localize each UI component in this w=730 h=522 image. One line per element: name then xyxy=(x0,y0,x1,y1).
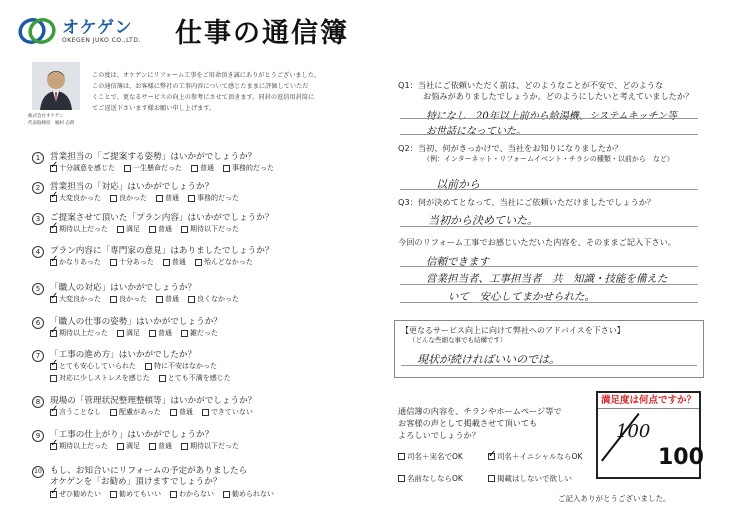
rule-line xyxy=(400,266,698,267)
question-number: 6 xyxy=(32,317,44,329)
question-text: もし、お知合いにリフォームの予定がありましたら xyxy=(50,466,248,476)
rule-line xyxy=(400,226,698,227)
president-photo xyxy=(32,62,80,110)
checkbox-checked[interactable] xyxy=(50,491,57,498)
q3-text: 何が決めてとなって、当社にご依頼いただけましたでしょうか？ xyxy=(417,197,656,207)
option[interactable] xyxy=(202,408,253,417)
option-label: 期待以上だった xyxy=(59,329,108,337)
option[interactable] xyxy=(181,329,218,338)
q3-block xyxy=(398,197,718,208)
option[interactable] xyxy=(110,408,161,417)
checkbox[interactable] xyxy=(149,330,156,337)
question-text: 「職人の仕事の姿勢」はいかがでしょうか？ xyxy=(50,317,222,327)
q3-label: Q3： xyxy=(398,197,418,207)
checkbox-checked[interactable] xyxy=(50,195,57,202)
checkbox[interactable] xyxy=(149,226,156,233)
impression-answer-line: 営業担当者、工事担当者 共 知識・技能を備えた xyxy=(426,273,668,285)
option-label: 満足 xyxy=(126,329,140,337)
option-label: 良かった xyxy=(119,194,147,202)
question-text: 営業担当の「ご提案する姿勢」はいかがでしょうか？ xyxy=(50,152,257,162)
option[interactable] xyxy=(188,194,239,203)
company-logo xyxy=(18,18,141,44)
checkbox-checked[interactable] xyxy=(50,363,57,370)
option-label: とても安心していられた xyxy=(59,362,136,370)
thanks-text: ご記入ありがとうございました。 xyxy=(558,494,671,503)
options xyxy=(50,362,226,371)
okegen-logo-icon xyxy=(18,18,58,44)
score-value: 100 xyxy=(616,421,651,442)
checkbox[interactable] xyxy=(124,165,131,172)
option[interactable] xyxy=(170,408,193,417)
option-label: 掲載はしないで欲しい xyxy=(497,474,572,483)
question-number: 10 xyxy=(32,466,44,478)
q1-answer-line: 特になし 20年以上前から給湯機、システムキッチン等 xyxy=(426,111,678,122)
rule-line xyxy=(400,134,698,135)
advice-box xyxy=(394,320,704,378)
option[interactable] xyxy=(50,490,101,499)
option-label: 期待以上だった xyxy=(59,442,108,450)
option-label: 司名＋イニシャルならOK xyxy=(497,452,583,461)
option-label: 普通 xyxy=(158,225,172,233)
q2-text: 当初、何がきっかけで、当社をお知りになりましたか？ xyxy=(417,143,623,153)
checkbox[interactable] xyxy=(156,296,163,303)
option-label: 期待以下だった xyxy=(190,442,239,450)
publish-text: お客様の声として掲載させて頂いても xyxy=(398,418,538,428)
checkbox[interactable] xyxy=(110,259,117,266)
publish-block xyxy=(398,405,588,441)
question-number: 1 xyxy=(32,152,44,164)
option[interactable] xyxy=(50,295,101,304)
option[interactable] xyxy=(156,295,179,304)
checkbox[interactable] xyxy=(159,375,166,382)
question-text: 「職人の対応」はいかがでしょうか？ xyxy=(50,283,197,293)
q1-answer-line: お世話になっていた。 xyxy=(426,126,526,137)
option[interactable] xyxy=(223,490,274,499)
options xyxy=(50,164,283,173)
option-label: 勧められない xyxy=(232,490,274,498)
publish-options xyxy=(398,451,598,484)
option[interactable] xyxy=(50,225,108,234)
q1-text: 当社にご依頼いただく前は、どのようなことが不安で、どのような xyxy=(417,80,664,90)
option-label: 普通 xyxy=(200,164,214,172)
score-max: 100 xyxy=(658,445,704,470)
checkbox[interactable] xyxy=(163,259,170,266)
option[interactable] xyxy=(145,362,217,371)
checkbox-checked[interactable] xyxy=(50,330,57,337)
option-label: 普通 xyxy=(171,258,186,266)
option[interactable] xyxy=(110,194,147,203)
option[interactable] xyxy=(398,451,479,462)
option-label: とても不満を感じた xyxy=(167,374,231,382)
option-label: 事務的だった xyxy=(197,194,239,202)
option[interactable] xyxy=(163,258,186,267)
option-label: 特に不安はなかった xyxy=(154,362,217,370)
greeting-text xyxy=(92,70,374,114)
rule-line xyxy=(401,365,697,366)
checkbox[interactable] xyxy=(195,259,202,266)
checkbox-checked[interactable] xyxy=(50,226,57,233)
option-label: わからない xyxy=(179,490,214,498)
checkbox[interactable] xyxy=(223,491,230,498)
option[interactable] xyxy=(50,374,150,383)
rule-line xyxy=(400,189,698,190)
question-number: 3 xyxy=(32,213,44,225)
checkbox[interactable] xyxy=(110,296,117,303)
q2-label: Q2： xyxy=(398,143,418,153)
option[interactable] xyxy=(488,473,589,484)
checkbox[interactable] xyxy=(181,226,188,233)
q1-text-2: お悩みがありましたでしょうか。どのようにしたいと考えていましたか？ xyxy=(423,91,694,101)
question-number: 9 xyxy=(32,430,44,442)
checkbox[interactable] xyxy=(170,409,177,416)
option-label: 良くなかった xyxy=(197,295,239,303)
question-text: 「工事の進め方」はいかがでしたか？ xyxy=(50,350,197,360)
score-heading: 満足度は何点ですか？ xyxy=(598,393,699,409)
publish-text: よろしいでしょうか？ xyxy=(398,430,480,440)
checkbox[interactable] xyxy=(117,330,124,337)
checkbox[interactable] xyxy=(170,491,177,498)
option-label: 雑だった xyxy=(190,329,218,337)
impression-answer-line: いて 安心してまかせられた。 xyxy=(448,291,595,303)
option[interactable] xyxy=(110,490,161,499)
option[interactable] xyxy=(117,442,140,451)
q2-hint: （例：インターネット・リフォームイベント・チラシの種類・以前から など） xyxy=(423,155,674,163)
checkbox[interactable] xyxy=(117,226,124,233)
caption-name: 代表取締役 桶村 志朗 xyxy=(28,121,75,126)
option[interactable] xyxy=(50,258,101,267)
option-label: 配慮があった xyxy=(119,408,161,416)
option-label: 満足 xyxy=(126,225,140,233)
question-number: 2 xyxy=(32,182,44,194)
checkbox-checked[interactable] xyxy=(488,453,495,460)
checkbox-checked[interactable] xyxy=(50,259,57,266)
option[interactable] xyxy=(50,194,101,203)
impression-answer-line: 信頼できます xyxy=(426,256,489,268)
option[interactable] xyxy=(188,295,239,304)
option[interactable] xyxy=(50,408,101,417)
option-label: 対応に少しストレスを感じた xyxy=(59,374,150,382)
option[interactable] xyxy=(191,164,214,173)
checkbox[interactable] xyxy=(149,443,156,450)
option-label: 普通 xyxy=(165,194,179,202)
option-label: 普通 xyxy=(178,408,193,416)
rule-line xyxy=(400,118,698,119)
option[interactable] xyxy=(159,374,231,383)
option[interactable] xyxy=(170,490,214,499)
question-number: 4 xyxy=(32,246,44,258)
options xyxy=(50,490,283,499)
option[interactable] xyxy=(488,451,589,462)
options xyxy=(50,408,262,417)
question-number: 7 xyxy=(32,350,44,362)
checkbox[interactable] xyxy=(110,491,117,498)
option[interactable] xyxy=(398,473,479,484)
checkbox[interactable] xyxy=(488,475,495,482)
question-number: 5 xyxy=(32,283,44,295)
option[interactable] xyxy=(50,362,136,371)
q1-label: Q1： xyxy=(398,80,418,90)
option[interactable] xyxy=(124,164,182,173)
checkbox-checked[interactable] xyxy=(50,443,57,450)
question-text: プラン内容に「専門家の意見」はありましたでしょうか？ xyxy=(50,246,274,256)
option-label: 大変良かった xyxy=(59,295,101,303)
checkbox[interactable] xyxy=(50,375,57,382)
greeting-line: この度は、オケゲンにリフォーム工事をご用命頂き誠にありがとうございました。 xyxy=(92,72,321,79)
option[interactable] xyxy=(156,194,179,203)
rule-line xyxy=(400,284,698,285)
impression-block xyxy=(398,237,718,248)
option[interactable] xyxy=(117,329,140,338)
option-label: 普通 xyxy=(158,329,172,337)
checkbox[interactable] xyxy=(191,165,198,172)
option[interactable] xyxy=(195,258,253,267)
brand-name: オケゲン xyxy=(62,17,133,38)
option[interactable] xyxy=(110,295,147,304)
options xyxy=(50,295,248,304)
checkbox-checked[interactable] xyxy=(50,165,57,172)
option[interactable] xyxy=(149,329,172,338)
question-text-2: オケゲンを「お勧め」頂けますでしょうか？ xyxy=(50,477,222,487)
option[interactable] xyxy=(50,329,108,338)
option-label: 勧めてもいい xyxy=(119,490,161,498)
q1-block xyxy=(398,80,718,102)
option[interactable] xyxy=(50,442,108,451)
checkbox[interactable] xyxy=(117,443,124,450)
option-label: 満足 xyxy=(126,442,140,450)
checkbox[interactable] xyxy=(145,363,152,370)
option[interactable] xyxy=(50,164,115,173)
checkbox[interactable] xyxy=(110,195,117,202)
options xyxy=(50,225,248,234)
q3-answer: 当初から決めていた。 xyxy=(428,214,538,227)
option-label: 大変良かった xyxy=(59,194,101,202)
checkbox[interactable] xyxy=(188,296,195,303)
checkbox[interactable] xyxy=(202,409,209,416)
option-label: 良かった xyxy=(119,295,147,303)
checkbox[interactable] xyxy=(181,330,188,337)
option-label: 殆んどなかった xyxy=(203,258,253,266)
q2-answer: 以前から xyxy=(436,178,480,191)
option[interactable] xyxy=(117,225,140,234)
page-title: 仕事の通信簿 xyxy=(175,18,349,49)
checkbox[interactable] xyxy=(156,195,163,202)
question-text: 現場の「管理状況整理整頓等」はいかがでしょうか？ xyxy=(50,396,257,406)
advice-prompt: 【更なるサービス向上に向けて弊社へのアドバイスを下さい】 xyxy=(401,326,625,335)
option-label: 言うことなし xyxy=(59,408,101,416)
advice-hint: （どんな些細な事でも結構です） xyxy=(409,336,507,344)
question-text: 営業担当の「対応」はいかがでしょうか？ xyxy=(50,182,214,192)
option-label: 一生懸命だった xyxy=(133,164,182,172)
option[interactable] xyxy=(223,164,274,173)
question-text: ご提案させて頂いた「プラン内容」はいかがでしょうか？ xyxy=(50,213,274,223)
options xyxy=(50,329,227,338)
checkbox-checked[interactable] xyxy=(50,296,57,303)
option-label: 名前なしならOK xyxy=(407,474,463,483)
option[interactable] xyxy=(149,442,172,451)
checkbox[interactable] xyxy=(398,475,405,482)
option-label: 普通 xyxy=(165,295,179,303)
option-label: 十分誠意を感じた xyxy=(59,164,115,172)
brand-subtitle: OKEGEN JUKO CO.,LTD. xyxy=(62,36,141,44)
checkbox[interactable] xyxy=(110,409,117,416)
checkbox[interactable] xyxy=(223,165,230,172)
option-label: 期待以上だった xyxy=(59,225,108,233)
options xyxy=(50,258,262,267)
greeting-line: この通信簿は、お客様に弊社の工事内容について感じたままに評価していただ xyxy=(92,83,309,90)
option-label: 事務的だった xyxy=(232,164,274,172)
photo-caption xyxy=(28,113,90,127)
checkbox[interactable] xyxy=(398,453,405,460)
options-row-2 xyxy=(50,374,240,383)
advice-answer: 現状が続ければいいのでは。 xyxy=(417,353,560,366)
question-text: 「工事の仕上がり」はいかがでしょうか？ xyxy=(50,430,214,440)
option-label: 普通 xyxy=(158,442,172,450)
option-label: 期待以下だった xyxy=(190,225,239,233)
rule-line xyxy=(400,302,698,303)
checkbox[interactable] xyxy=(188,195,195,202)
options xyxy=(50,194,248,203)
question-number: 8 xyxy=(32,396,44,408)
checkbox-checked[interactable] xyxy=(50,409,57,416)
greeting-line: てご返送下さいます様お願い申し上げます。 xyxy=(92,105,216,112)
satisfaction-score-box xyxy=(596,391,704,479)
option[interactable] xyxy=(110,258,154,267)
options xyxy=(50,442,248,451)
q2-block xyxy=(398,143,718,165)
greeting-line: くことで、更なるサービスの向上の参考にさせて頂きます。同封の返信用封筒に xyxy=(92,94,315,101)
option-label: できていない xyxy=(210,408,253,416)
option[interactable] xyxy=(181,442,239,451)
publish-text: 通信簿の内容を、チラシやホームページ等で xyxy=(398,406,562,416)
impression-prompt: 今回のリフォーム工事でお感じいただいた内容を、そのままご記入下さい。 xyxy=(398,237,676,247)
option[interactable] xyxy=(181,225,239,234)
option-label: かなりあった xyxy=(59,258,101,266)
caption-company: 株式会社オケゲン xyxy=(28,114,64,119)
option[interactable] xyxy=(149,225,172,234)
checkbox[interactable] xyxy=(181,443,188,450)
option-label: ぜひ勧めたい xyxy=(59,490,101,498)
option-label: 十分あった xyxy=(118,258,154,266)
option-label: 司名＋実名でOK xyxy=(407,452,463,461)
